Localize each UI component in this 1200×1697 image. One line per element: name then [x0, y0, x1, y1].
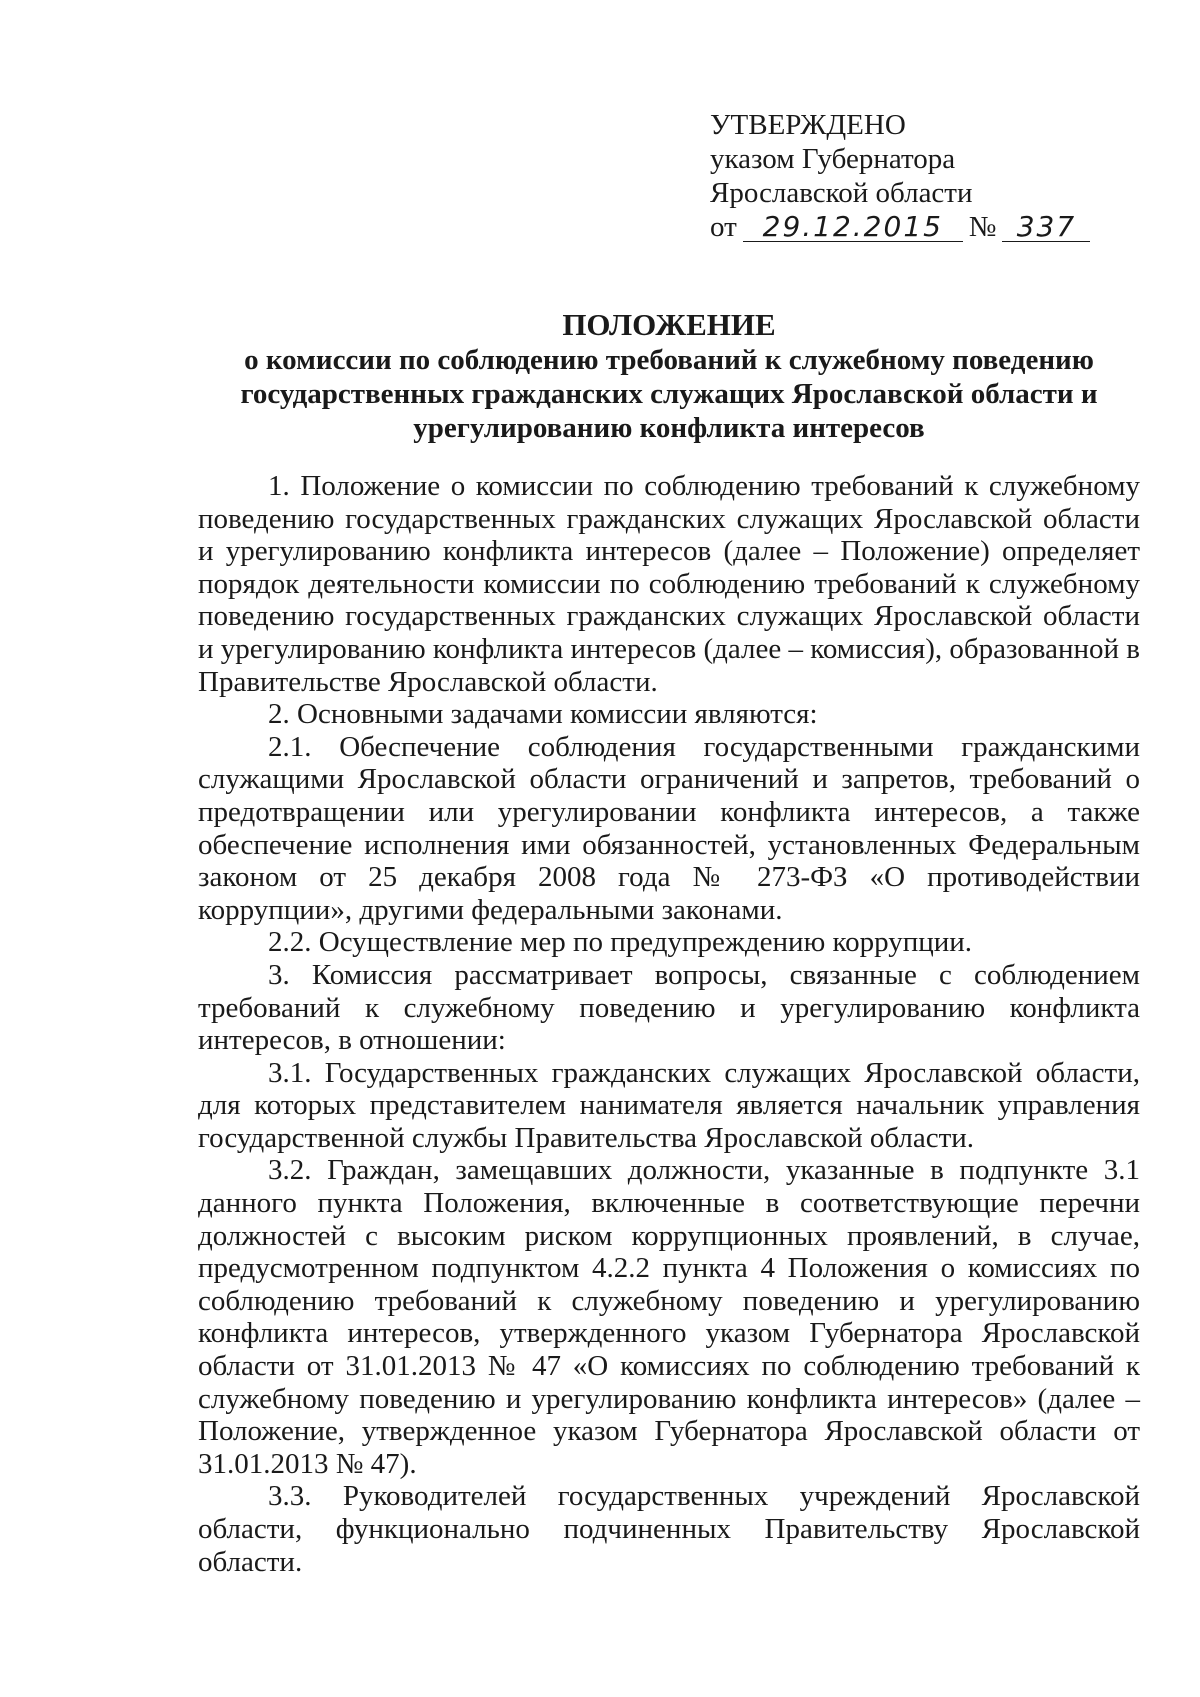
date-prefix: от [710, 211, 737, 243]
approval-region-line: Ярославской области [710, 177, 973, 209]
document-subtitle-line-1: о комиссии по соблюдению требований к служебному поведению [244, 344, 1094, 376]
paragraph-1: 1. Положение о комиссии по соблюдению требований к служебному поведению государственных гражданских служащих Ярославской области и урегулированию конфликта интересов (далее – Положение) определяет порядок деятельности комиссии по соблюдению требований к служебному поведению государственных гражданских служащих Ярославской области и урегулированию конфликта интересов (далее – комиссия), образованной в Правительстве Ярославской области. [198, 470, 1140, 698]
document-body [198, 470, 1140, 1578]
approval-stamp-block [710, 108, 1110, 244]
document-title: ПОЛОЖЕНИЕ [562, 307, 776, 342]
paragraph-3: 3. Комиссия рассматривает вопросы, связанные с соблюдением требований к служебному поведению и урегулированию конфликта интересов, в отношении: [198, 958, 1140, 1057]
document-subtitle-line-3: урегулированию конфликта интересов [413, 412, 925, 444]
paragraph-2: 2. Основными задачами комиссии являются: [268, 698, 818, 731]
approval-heading: УТВЕРЖДЕНО [710, 109, 906, 141]
paragraph-3-2: 3.2. Граждан, замещавших должности, указанные в подпункте 3.1 данного пункта Положения, включенные в соответствующие перечни должностей с высоким риском коррупционных проявлений, в случае, предусмотренном подпунктом 4.2.2 пункта 4 Положения о комиссиях по соблюдению требований к служебному поведению и урегулированию конфликта интересов, утвержденного указом Губернатора Ярославской области от 31.01.2013 № 47 «О комиссиях по соблюдению требований к служебному поведению и урегулированию конфликта интересов» (далее – Положение, утвержденное указом Губернатора Ярославской области от 31.01.2013 № 47). [198, 1154, 1140, 1480]
document-subtitle-line-2: государственных гражданских служащих Ярославской области и [240, 378, 1098, 410]
paragraph-3-3: 3.3. Руководителей государственных учреждений Ярославской области, функционально подчиненных Правительству Ярославской области. [198, 1480, 1140, 1578]
approval-decree-line: указом Губернатора [710, 143, 956, 175]
document-title-block [198, 308, 1140, 445]
number-prefix: № [968, 211, 997, 243]
paragraph-2-1: 2.1. Обеспечение соблюдения государственными гражданскими служащими Ярославской области ограничений и запретов, требований о предотвращении или урегулировании конфликта интересов, а также обеспечение исполнения ими обязанностей, установленных Федеральным законом от 25 декабря 2008 года № 273-ФЗ «О противодействии коррупции», другими федеральными законами. [198, 730, 1140, 926]
handwritten-number: 337 [1002, 213, 1090, 242]
paragraph-3-1: 3.1. Государственных гражданских служащих Ярославской области, для которых представителем нанимателя является начальник управления государственной службы Правительства Ярославской области. [198, 1056, 1140, 1154]
handwritten-date: 29.12.2015 [743, 213, 963, 242]
approval-date-number-line [710, 210, 1110, 244]
paragraph-2-2: 2.2. Осуществление мер по предупреждению коррупции. [268, 926, 973, 959]
